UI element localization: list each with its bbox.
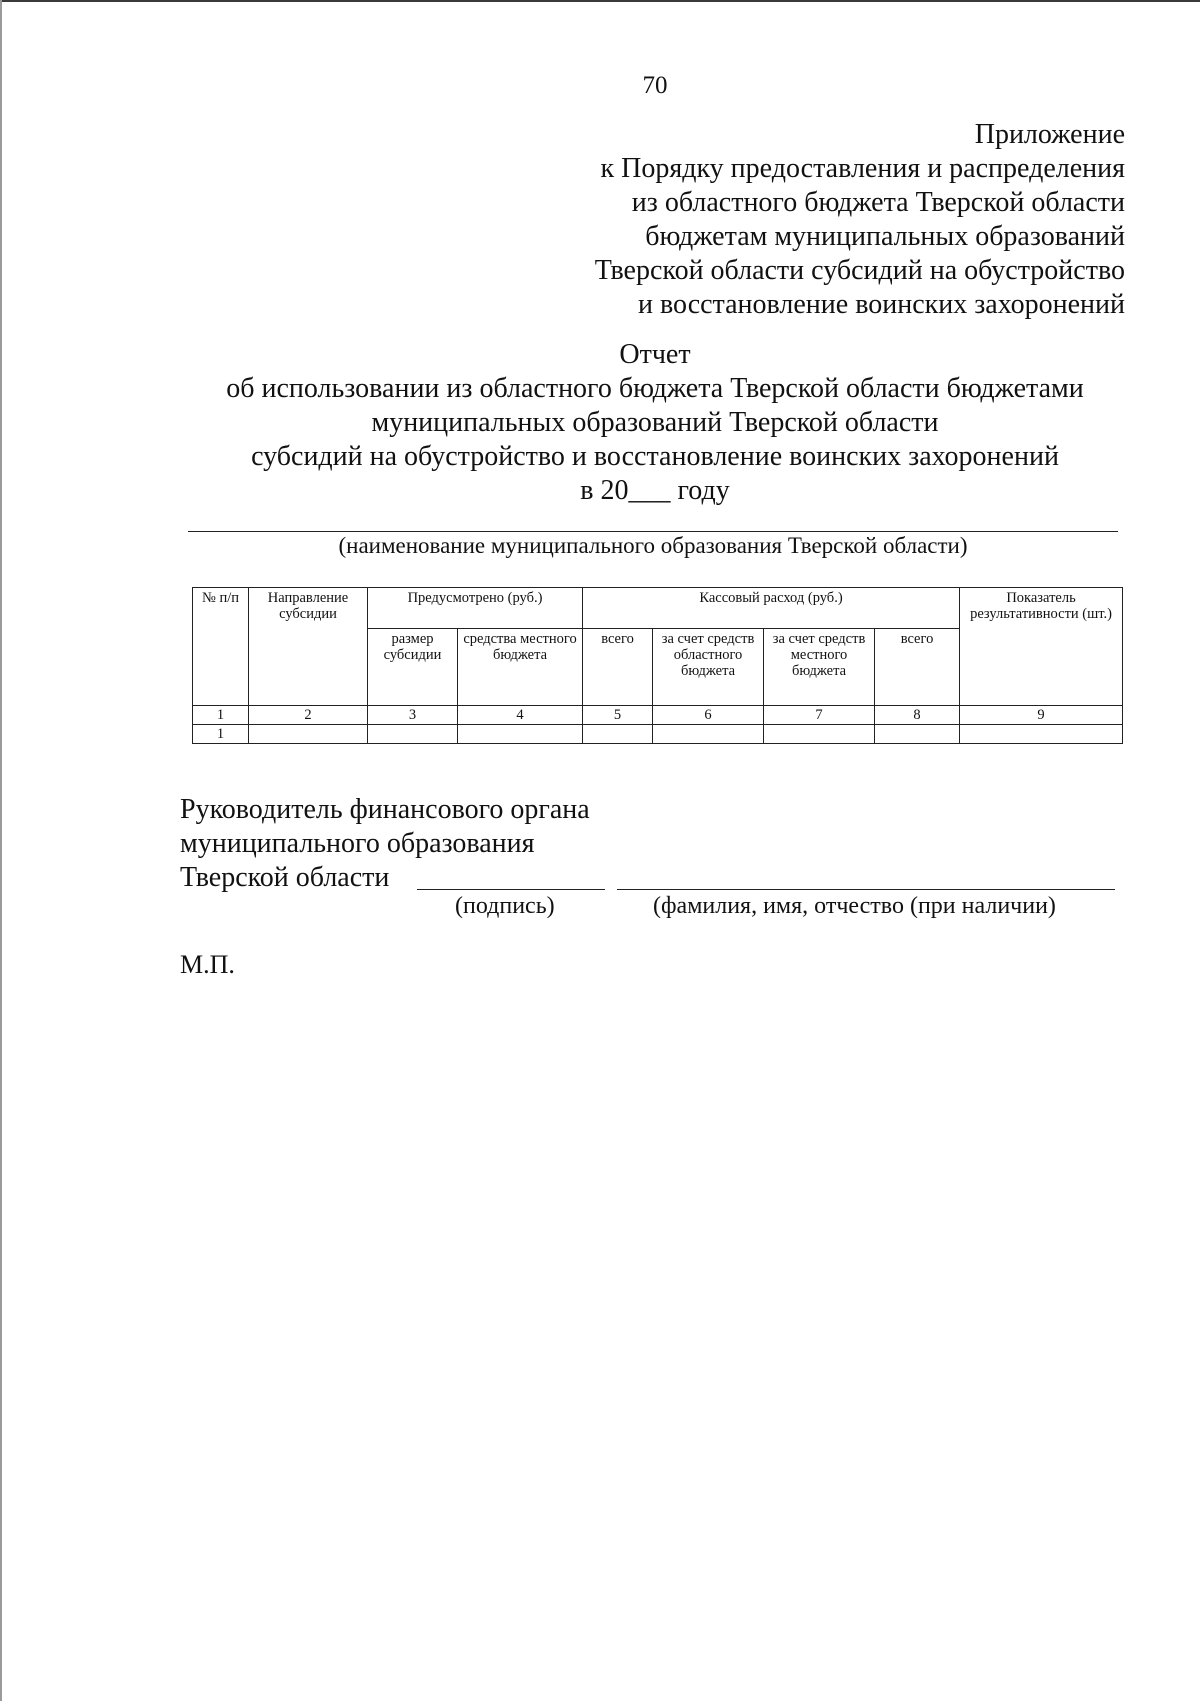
table-cell: 1 (193, 725, 249, 744)
signatory-block (180, 793, 590, 895)
header-col-direction: Направление субсидии (249, 588, 368, 706)
table-row (193, 725, 1123, 744)
header-planned-local: средства местного бюджета (458, 629, 583, 706)
report-title-block (0, 338, 1200, 508)
header-cash-total-2: всего (875, 629, 960, 706)
page-edge-left (0, 0, 2, 1701)
appendix-line: Тверской области субсидий на обустройство (594, 255, 1125, 286)
column-number-row (193, 706, 1123, 725)
signatory-line: муниципального образования (180, 828, 535, 859)
column-number: 5 (583, 706, 653, 725)
header-cash-total: всего (583, 629, 653, 706)
page-number: 70 (642, 72, 668, 99)
column-number: 3 (368, 706, 458, 725)
column-number: 6 (653, 706, 764, 725)
signature-caption: (подпись) (455, 893, 555, 919)
appendix-line: и восстановление воинских захоронений (637, 289, 1125, 320)
header-cash-regional: за счет средств областного бюджета (653, 629, 764, 706)
column-number: 7 (764, 706, 875, 725)
table-cell[interactable] (875, 725, 960, 744)
appendix-line: к Порядку предоставления и распределения (600, 153, 1125, 184)
table-cell[interactable] (458, 725, 583, 744)
appendix-line: Приложение (974, 119, 1125, 150)
municipality-caption: (наименование муниципального образования Тверской области) (338, 533, 968, 558)
table-cell[interactable] (960, 725, 1123, 744)
header-planned-subsidy: размер субсидии (368, 629, 458, 706)
municipality-name-field[interactable] (188, 531, 1118, 532)
table-cell[interactable] (583, 725, 653, 744)
header-col-no: № п/п (193, 588, 249, 706)
appendix-line: бюджетам муниципальных образований (645, 221, 1125, 252)
header-col-indicator: Показатель результативности (шт.) (960, 588, 1123, 706)
header-group-planned: Предусмотрено (руб.) (368, 588, 583, 629)
column-number: 9 (960, 706, 1123, 725)
report-subtitle-line: субсидий на обустройство и восстановление воинских захоронений (251, 441, 1059, 472)
page-edge-top (0, 0, 1200, 2)
table-cell[interactable] (764, 725, 875, 744)
signatory-line: Руководитель финансового органа (180, 794, 590, 825)
appendix-header (425, 118, 1125, 322)
stamp-place-label: М.П. (180, 950, 235, 979)
report-subtitle-line: муниципальных образований Тверской области (371, 407, 939, 438)
column-number: 8 (875, 706, 960, 725)
header-cash-local: за счет средств местного бюджета (764, 629, 875, 706)
signatory-line: Тверской области (180, 862, 390, 893)
full-name-caption: (фамилия, имя, отчество (при наличии) (653, 893, 1056, 919)
table-cell[interactable] (368, 725, 458, 744)
header-group-cash: Кассовый расход (руб.) (583, 588, 960, 629)
report-table (192, 587, 1123, 744)
appendix-line: из областного бюджета Тверской области (631, 187, 1125, 218)
signature-field[interactable] (417, 889, 605, 890)
full-name-field[interactable] (617, 889, 1115, 890)
table-cell[interactable] (249, 725, 368, 744)
column-number: 1 (193, 706, 249, 725)
column-number: 2 (249, 706, 368, 725)
report-year-line: в 20___ году (580, 475, 730, 506)
table-cell[interactable] (653, 725, 764, 744)
report-subtitle-line: об использовании из областного бюджета Тверской области бюджетами (226, 373, 1084, 404)
report-title: Отчет (619, 339, 691, 370)
column-number: 4 (458, 706, 583, 725)
